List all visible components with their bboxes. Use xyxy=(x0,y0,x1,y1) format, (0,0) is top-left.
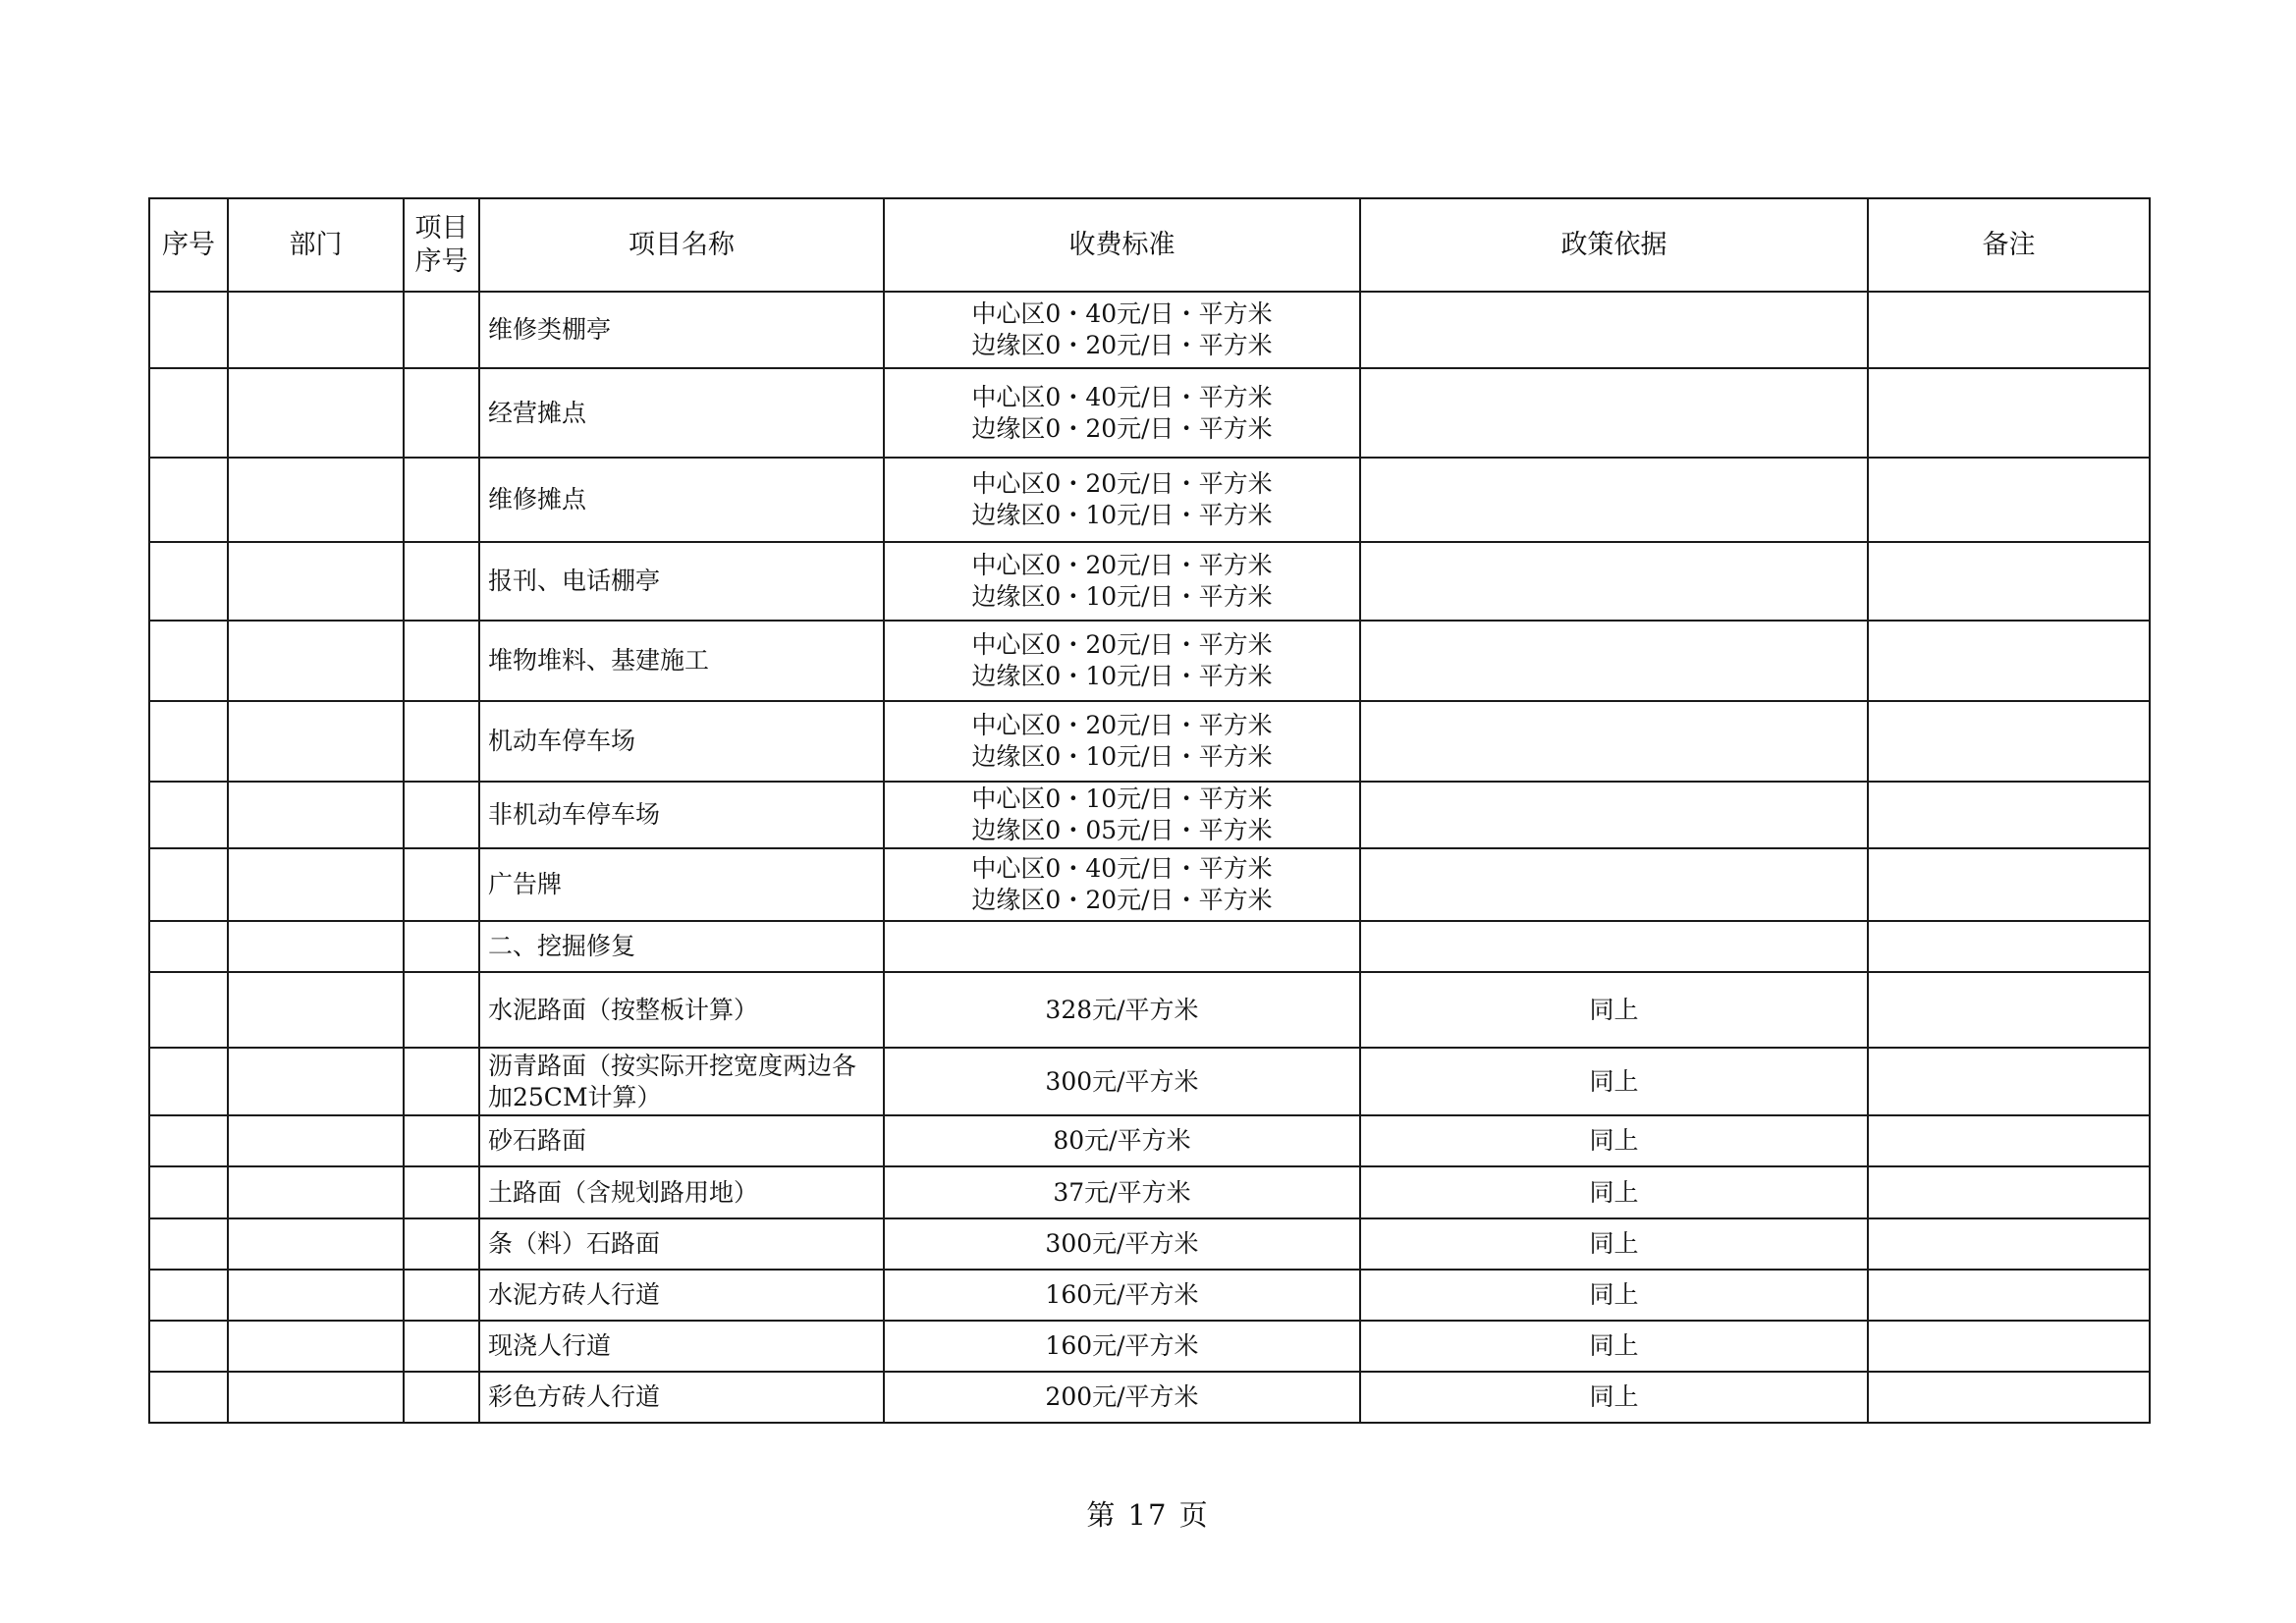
policy-basis-cell: 同上 xyxy=(1360,1270,1868,1321)
table-row xyxy=(149,1372,2150,1423)
header-item-seq: 项目 序号 xyxy=(404,198,479,292)
fee-standard-line: 37元/平方米 xyxy=(1053,1177,1191,1207)
item-seq-cell xyxy=(404,921,479,972)
fee-standard-line: 边缘区0・10元/日・平方米 xyxy=(971,501,1273,529)
fee-standard-line: 中心区0・20元/日・平方米 xyxy=(971,551,1273,579)
seq-cell xyxy=(149,972,228,1048)
fee-standard-line: 160元/平方米 xyxy=(1045,1331,1199,1360)
header-row xyxy=(149,198,2150,292)
table-row xyxy=(149,621,2150,701)
item-seq-cell xyxy=(404,292,479,368)
seq-cell xyxy=(149,621,228,701)
policy-basis-cell xyxy=(1360,848,1868,921)
policy-basis-cell: 同上 xyxy=(1360,1115,1868,1166)
fee-standard-cell xyxy=(884,1321,1360,1372)
item-seq-cell xyxy=(404,701,479,782)
dept-cell xyxy=(228,1115,404,1166)
table-row xyxy=(149,782,2150,848)
item-name-cell: 条（料）石路面 xyxy=(479,1218,884,1270)
table-row xyxy=(149,1270,2150,1321)
seq-cell xyxy=(149,1372,228,1423)
fee-standard-cell xyxy=(884,1218,1360,1270)
item-seq-cell xyxy=(404,1321,479,1372)
fee-standard-line: 160元/平方米 xyxy=(1045,1280,1199,1309)
dept-cell xyxy=(228,972,404,1048)
fee-standard-cell xyxy=(884,1270,1360,1321)
item-seq-cell xyxy=(404,972,479,1048)
page-number: 第 17 页 xyxy=(1086,1498,1210,1532)
fee-standard-line: 边缘区0・10元/日・平方米 xyxy=(971,662,1273,690)
policy-basis-cell: 同上 xyxy=(1360,1218,1868,1270)
policy-basis-cell xyxy=(1360,921,1868,972)
policy-basis-cell xyxy=(1360,701,1868,782)
fee-standard-line: 中心区0・40元/日・平方米 xyxy=(971,382,1273,411)
remark-cell xyxy=(1868,458,2150,542)
table-row xyxy=(149,368,2150,458)
policy-basis-cell xyxy=(1360,621,1868,701)
table-row xyxy=(149,701,2150,782)
dept-cell xyxy=(228,701,404,782)
fee-standard-line: 中心区0・40元/日・平方米 xyxy=(971,854,1273,883)
fee-standard-line: 边缘区0・10元/日・平方米 xyxy=(971,582,1273,611)
item-name-cell: 维修类棚亭 xyxy=(479,292,884,368)
item-seq-cell xyxy=(404,1166,479,1218)
remark-cell xyxy=(1868,848,2150,921)
policy-basis-cell xyxy=(1360,292,1868,368)
fee-table xyxy=(148,197,2151,1424)
fee-standard-line: 中心区0・10元/日・平方米 xyxy=(971,784,1273,813)
dept-cell xyxy=(228,921,404,972)
seq-cell xyxy=(149,848,228,921)
fee-standard-line: 边缘区0・10元/日・平方米 xyxy=(971,742,1273,771)
policy-basis-cell xyxy=(1360,368,1868,458)
fee-standard-cell xyxy=(884,1115,1360,1166)
item-name-cell: 机动车停车场 xyxy=(479,701,884,782)
fee-standard-line: 边缘区0・05元/日・平方米 xyxy=(971,816,1273,844)
seq-cell xyxy=(149,1321,228,1372)
remark-cell xyxy=(1868,972,2150,1048)
policy-basis-cell: 同上 xyxy=(1360,1372,1868,1423)
remark-cell xyxy=(1868,1115,2150,1166)
fee-standard-line: 边缘区0・20元/日・平方米 xyxy=(971,331,1273,359)
remark-cell xyxy=(1868,1218,2150,1270)
header-remark: 备注 xyxy=(1868,198,2150,292)
fee-standard-line: 中心区0・20元/日・平方米 xyxy=(971,711,1273,739)
fee-standard-line: 300元/平方米 xyxy=(1045,1066,1199,1096)
item-seq-cell xyxy=(404,621,479,701)
fee-standard-line: 边缘区0・20元/日・平方米 xyxy=(971,413,1273,443)
fee-standard-cell xyxy=(884,848,1360,921)
fee-standard-cell xyxy=(884,782,1360,848)
table-row xyxy=(149,292,2150,368)
remark-cell xyxy=(1868,1372,2150,1423)
seq-cell xyxy=(149,782,228,848)
fee-standard-cell xyxy=(884,542,1360,621)
remark-cell xyxy=(1868,1166,2150,1218)
dept-cell xyxy=(228,1270,404,1321)
item-name-cell: 二、挖掘修复 xyxy=(479,921,884,972)
item-seq-cell xyxy=(404,1270,479,1321)
dept-cell xyxy=(228,848,404,921)
fee-standard-line: 中心区0・40元/日・平方米 xyxy=(971,299,1273,328)
seq-cell xyxy=(149,1048,228,1115)
remark-cell xyxy=(1868,368,2150,458)
remark-cell xyxy=(1868,621,2150,701)
policy-basis-cell: 同上 xyxy=(1360,972,1868,1048)
item-name-cell: 维修摊点 xyxy=(479,458,884,542)
fee-standard-cell xyxy=(884,458,1360,542)
seq-cell xyxy=(149,1218,228,1270)
header-dept: 部门 xyxy=(228,198,404,292)
fee-standard-line: 328元/平方米 xyxy=(1045,995,1199,1024)
item-name-cell: 土路面（含规划路用地） xyxy=(479,1166,884,1218)
policy-basis-cell xyxy=(1360,458,1868,542)
item-name-cell: 水泥路面（按整板计算） xyxy=(479,972,884,1048)
item-seq-cell xyxy=(404,1115,479,1166)
fee-standard-cell xyxy=(884,621,1360,701)
header-policy-basis: 政策依据 xyxy=(1360,198,1868,292)
dept-cell xyxy=(228,368,404,458)
fee-standard-cell xyxy=(884,972,1360,1048)
seq-cell xyxy=(149,1270,228,1321)
dept-cell xyxy=(228,542,404,621)
policy-basis-cell: 同上 xyxy=(1360,1166,1868,1218)
fee-standard-cell xyxy=(884,921,1360,972)
dept-cell xyxy=(228,458,404,542)
fee-standard-line: 200元/平方米 xyxy=(1045,1382,1199,1411)
dept-cell xyxy=(228,621,404,701)
table-row xyxy=(149,921,2150,972)
item-name-cell: 彩色方砖人行道 xyxy=(479,1372,884,1423)
item-seq-cell xyxy=(404,542,479,621)
header-item-name: 项目名称 xyxy=(479,198,884,292)
fee-standard-cell xyxy=(884,368,1360,458)
seq-cell xyxy=(149,458,228,542)
remark-cell xyxy=(1868,1270,2150,1321)
remark-cell xyxy=(1868,782,2150,848)
remark-cell xyxy=(1868,701,2150,782)
policy-basis-cell xyxy=(1360,782,1868,848)
table-row xyxy=(149,972,2150,1048)
fee-standard-line: 中心区0・20元/日・平方米 xyxy=(971,469,1273,498)
seq-cell xyxy=(149,1115,228,1166)
item-name-cell: 水泥方砖人行道 xyxy=(479,1270,884,1321)
item-seq-cell xyxy=(404,1048,479,1115)
fee-standard-cell xyxy=(884,1048,1360,1115)
table-row xyxy=(149,1166,2150,1218)
fee-standard-line: 300元/平方米 xyxy=(1045,1229,1199,1258)
table-row xyxy=(149,1218,2150,1270)
item-name-cell: 堆物堆料、基建施工 xyxy=(479,621,884,701)
dept-cell xyxy=(228,1048,404,1115)
item-name-cell: 现浇人行道 xyxy=(479,1321,884,1372)
item-seq-cell xyxy=(404,1218,479,1270)
item-name-cell: 广告牌 xyxy=(479,848,884,921)
seq-cell xyxy=(149,292,228,368)
table-row xyxy=(149,848,2150,921)
remark-cell xyxy=(1868,1321,2150,1372)
item-name-cell: 沥青路面（按实际开挖宽度两边各加25CM计算） xyxy=(479,1048,884,1115)
seq-cell xyxy=(149,921,228,972)
table-row xyxy=(149,1115,2150,1166)
dept-cell xyxy=(228,1372,404,1423)
fee-standard-line: 中心区0・20元/日・平方米 xyxy=(971,630,1273,659)
table-row xyxy=(149,458,2150,542)
remark-cell xyxy=(1868,542,2150,621)
remark-cell xyxy=(1868,1048,2150,1115)
seq-cell xyxy=(149,701,228,782)
policy-basis-cell: 同上 xyxy=(1360,1321,1868,1372)
table-row xyxy=(149,1048,2150,1115)
table-body xyxy=(149,292,2150,1423)
remark-cell xyxy=(1868,292,2150,368)
policy-basis-cell xyxy=(1360,542,1868,621)
remark-cell xyxy=(1868,921,2150,972)
item-name-cell: 报刊、电话棚亭 xyxy=(479,542,884,621)
fee-standard-cell xyxy=(884,1372,1360,1423)
item-seq-cell xyxy=(404,848,479,921)
item-seq-cell xyxy=(404,458,479,542)
item-name-cell: 经营摊点 xyxy=(479,368,884,458)
dept-cell xyxy=(228,1321,404,1372)
dept-cell xyxy=(228,1218,404,1270)
seq-cell xyxy=(149,1166,228,1218)
policy-basis-cell: 同上 xyxy=(1360,1048,1868,1115)
item-seq-cell xyxy=(404,782,479,848)
table-row xyxy=(149,1321,2150,1372)
item-seq-cell xyxy=(404,1372,479,1423)
item-seq-cell xyxy=(404,368,479,458)
dept-cell xyxy=(228,292,404,368)
fee-standard-cell xyxy=(884,292,1360,368)
seq-cell xyxy=(149,368,228,458)
table-row xyxy=(149,542,2150,621)
item-name-cell: 砂石路面 xyxy=(479,1115,884,1166)
fee-standard-cell xyxy=(884,701,1360,782)
item-name-cell: 非机动车停车场 xyxy=(479,782,884,848)
fee-standard-cell xyxy=(884,1166,1360,1218)
fee-standard-line: 80元/平方米 xyxy=(1053,1126,1191,1155)
header-fee-standard: 收费标准 xyxy=(884,198,1360,292)
header-seq: 序号 xyxy=(149,198,228,292)
dept-cell xyxy=(228,1166,404,1218)
seq-cell xyxy=(149,542,228,621)
dept-cell xyxy=(228,782,404,848)
fee-standard-line: 边缘区0・20元/日・平方米 xyxy=(971,886,1273,914)
